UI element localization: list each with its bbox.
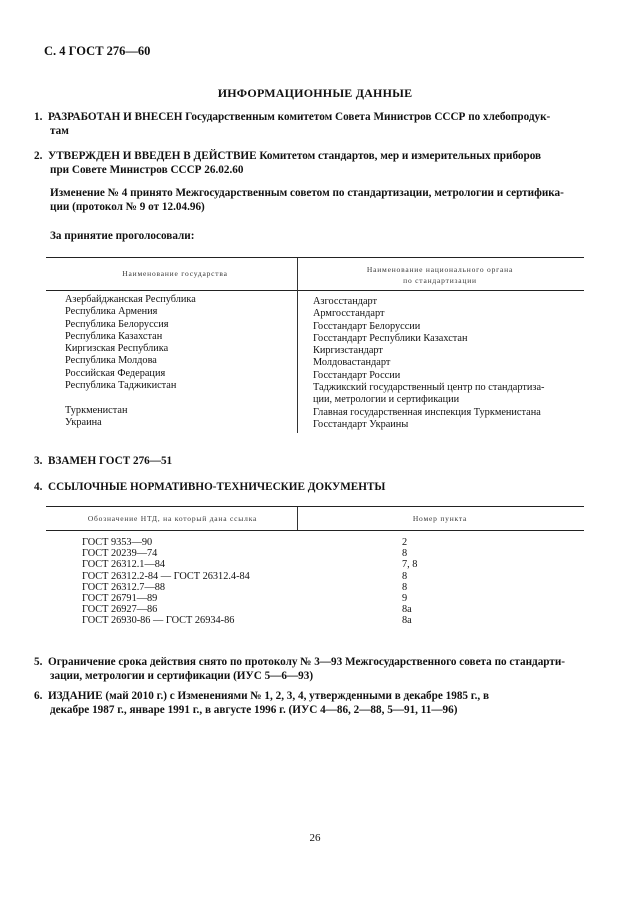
table-1-header-org xyxy=(305,264,575,286)
table-row: 8а xyxy=(402,604,412,616)
table-row: Украина xyxy=(65,416,102,428)
section-1 xyxy=(34,110,594,138)
table-row: Госстандарт России xyxy=(313,369,401,381)
table-row: 7, 8 xyxy=(402,559,418,571)
table-row: Госстандарт Белоруссии xyxy=(313,320,421,332)
section-2-line-1: УТВЕРЖДЕН И ВВЕДЕН В ДЕЙСТВИЕ Комитетом стандартов, мер и измерительных приборов xyxy=(48,150,542,162)
section-1-number: 1. xyxy=(34,111,43,123)
section-5-line-1: Ограничение срока действия снято по протоколу № 3—93 Межгосударственного совета по стандарти- xyxy=(48,656,566,668)
amendment-line-1: Изменение № 4 принято Межгосударственным советом по стандартизации, метрологии и сертифика- xyxy=(50,187,564,199)
table-row: Республика Белоруссия xyxy=(65,318,169,330)
page-number: 26 xyxy=(309,832,321,844)
table-row: Азгосстандарт xyxy=(313,296,378,307)
table-row: ГОСТ 26312.7—88 xyxy=(82,581,166,593)
table-row: 2 xyxy=(402,537,408,548)
page-header: С. 4 ГОСТ 276—60 xyxy=(44,44,151,58)
table-row: ГОСТ 26791—89 xyxy=(82,592,158,604)
section-6 xyxy=(34,689,594,717)
table-row: ГОСТ 26312.2-84 — ГОСТ 26312.4-84 xyxy=(82,570,250,582)
table-row: Таджикский государственный центр по стандартиза- xyxy=(313,382,545,394)
section-6-number: 6. xyxy=(34,690,43,702)
table-2-header-item: Номер пункта xyxy=(412,514,468,523)
table-2-items-column xyxy=(402,537,417,627)
table-2-docs-column xyxy=(82,537,250,627)
table-row: ГОСТ 26927—86 xyxy=(82,604,158,616)
table-row: Российская Федерация xyxy=(65,367,166,379)
table-row: Республика Казахстан xyxy=(65,330,163,342)
table-row: Киргизская Республика xyxy=(65,343,169,355)
table-row: Туркменистан xyxy=(65,404,128,416)
section-4 xyxy=(34,480,594,494)
table-1-header-org-line-1: Наименование национального органа xyxy=(366,265,514,274)
table-row: Молдовастандарт xyxy=(313,357,391,369)
table-row xyxy=(65,392,196,404)
table-row: Республика Армения xyxy=(65,306,158,318)
section-4-number: 4. xyxy=(34,481,43,493)
table-row: 8 xyxy=(402,570,408,582)
document-title: ИНФОРМАЦИОННЫЕ ДАННЫЕ xyxy=(217,86,413,100)
table-1-header-org-line-2: по стандартизации xyxy=(403,276,477,285)
table-row: 8 xyxy=(402,581,408,593)
table-1-orgs-column xyxy=(313,296,544,431)
table-2-header-doc: Обозначение НТД, на который дана ссылка xyxy=(87,514,258,523)
table-1-column-divider xyxy=(297,258,298,433)
table-row: ГОСТ 20239—74 xyxy=(82,548,158,560)
table-row: Госстандарт Республики Казахстан xyxy=(313,332,468,344)
section-2 xyxy=(34,149,594,177)
section-6-line-2: декабре 1987 г., январе 1991 г., в августе 1996 г. (ИУС 4—86, 2—88, 5—91, 11—96) xyxy=(50,704,458,716)
table-row: 9 xyxy=(402,592,408,604)
table-2-column-divider xyxy=(297,507,298,530)
table-2-top-rule xyxy=(46,506,584,507)
section-1-line-1: РАЗРАБОТАН И ВНЕСЕН Государственным комитетом Совета Министров СССР по хлебопродук- xyxy=(48,111,551,123)
table-row: ции, метрологии и сертификации xyxy=(313,394,460,406)
table-row: Главная государственная инспекция Туркменистана xyxy=(313,406,541,418)
table-row: Киргизстандарт xyxy=(313,345,383,357)
section-1-line-2: там xyxy=(50,125,69,137)
table-row: ГОСТ 26312.1—84 xyxy=(82,559,166,571)
table-row: Армгосстандарт xyxy=(313,308,385,320)
table-1-header-state: Наименование государства xyxy=(122,269,228,278)
section-5 xyxy=(34,655,594,683)
table-row: ГОСТ 26930-86 — ГОСТ 26934-86 xyxy=(82,615,235,627)
section-4-text: ССЫЛОЧНЫЕ НОРМАТИВНО-ТЕХНИЧЕСКИЕ ДОКУМЕНТЫ xyxy=(48,481,386,493)
table-row: Азербайджанская Республика xyxy=(65,294,196,305)
voted-label: За принятие проголосовали: xyxy=(50,230,195,242)
table-1-states-column xyxy=(65,294,196,429)
section-2-line-2: при Совете Министров СССР 26.02.60 xyxy=(50,164,244,176)
table-2-header-rule xyxy=(46,530,584,531)
section-3 xyxy=(34,454,594,468)
section-2-number: 2. xyxy=(34,150,43,162)
table-row: 8 xyxy=(402,548,408,560)
section-5-line-2: зации, метрологии и сертификации (ИУС 5—6—93) xyxy=(50,670,314,682)
table-row: ГОСТ 9353—90 xyxy=(82,537,153,548)
section-3-number: 3. xyxy=(34,455,43,467)
table-1-top-rule xyxy=(46,257,584,258)
table-row: Республика Таджикистан xyxy=(65,380,177,392)
table-row: 8а xyxy=(402,615,412,627)
amendment-line-2: ции (протокол № 9 от 12.04.96) xyxy=(50,201,205,213)
table-1-header-rule xyxy=(46,290,584,291)
section-6-line-1: ИЗДАНИЕ (май 2010 г.) с Изменениями № 1, 2, 3, 4, утвержденными в декабре 1985 г., в xyxy=(48,690,490,702)
table-row: Республика Молдова xyxy=(65,355,157,367)
table-row: Госстандарт Украины xyxy=(313,418,409,430)
section-3-text: ВЗАМЕН ГОСТ 276—51 xyxy=(48,455,173,467)
section-5-number: 5. xyxy=(34,656,43,668)
amendment-note xyxy=(50,186,595,214)
